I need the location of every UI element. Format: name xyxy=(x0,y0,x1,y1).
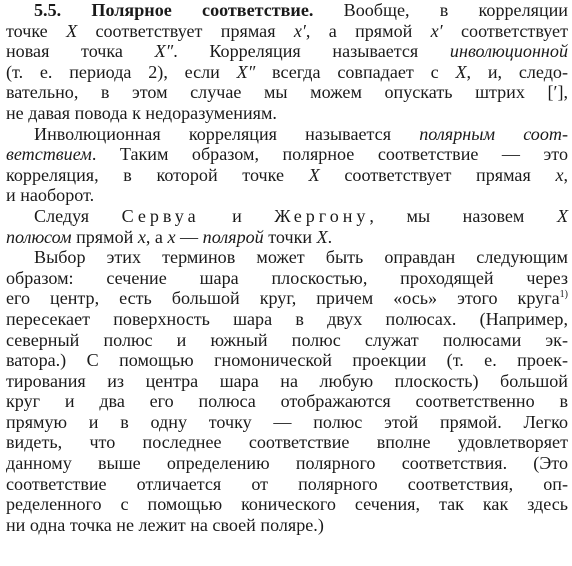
section-heading: 5.5. Полярное соответствие. xyxy=(34,0,314,20)
text-run: точке xyxy=(6,20,67,41)
text-run: Вообще, в корреляции xyxy=(313,0,568,20)
text-line xyxy=(6,124,568,145)
text-line xyxy=(6,82,568,103)
text-run: корреляция, в которой точке xyxy=(6,164,309,185)
text-line xyxy=(6,144,568,165)
text-run: Инволюционная корреляция называется xyxy=(34,123,420,144)
text-run: прямую и в одну точку — полюс этой прямой. Легко xyxy=(6,411,568,432)
text-run: всегда совпадает с xyxy=(255,61,456,82)
text-run: X xyxy=(455,61,467,82)
text-run: x xyxy=(137,226,146,247)
text-line xyxy=(6,227,568,248)
text-run: . Таким образом, полярное соответствие — это xyxy=(91,144,568,165)
text-run: x xyxy=(555,164,564,185)
paragraph xyxy=(6,0,568,124)
text-run: Жергону xyxy=(274,205,370,226)
text-run: полярой xyxy=(202,226,264,247)
paragraph xyxy=(6,124,568,206)
text-run: X xyxy=(316,226,328,247)
text-run: , а xyxy=(145,226,168,247)
text-run: соответствует прямая xyxy=(77,20,294,41)
text-run: и xyxy=(199,205,275,226)
text-line xyxy=(6,206,568,227)
text-line xyxy=(6,474,568,495)
text-run: , а прямой xyxy=(305,20,431,41)
text-line xyxy=(6,103,568,124)
paragraph xyxy=(6,206,568,247)
text-run: , и, следо- xyxy=(466,61,568,82)
text-run: новая точка xyxy=(6,41,155,62)
text-run: X″ xyxy=(154,41,174,62)
text-line xyxy=(6,371,568,392)
text-line xyxy=(6,412,568,433)
text-run: прямой xyxy=(71,226,138,247)
text-line xyxy=(6,21,568,42)
text-run: данному выше определению полярного соответствия. (Это xyxy=(6,453,568,474)
text-line xyxy=(6,432,568,453)
text-run: X″ xyxy=(236,61,256,82)
text-line xyxy=(6,0,568,21)
text-line xyxy=(6,330,568,351)
text-run: северный полюс и южный полюс служат полюсами эк- xyxy=(6,329,568,350)
footnote-marker: 1) xyxy=(559,289,568,301)
text-run: , xyxy=(563,164,568,185)
text-run: круг и два его полюса отображаются соответственно в xyxy=(6,391,568,412)
text-run: X xyxy=(66,20,78,41)
text-run: его центр, есть большой круг, причем «ось» этого круга xyxy=(6,288,560,309)
text-line xyxy=(6,268,568,289)
text-run: ветствием xyxy=(6,144,92,165)
text-line xyxy=(6,247,568,268)
text-run: x′ xyxy=(293,20,306,41)
text-line xyxy=(6,350,568,371)
text-line xyxy=(6,515,568,536)
text-run: (т. е. периода 2), если xyxy=(6,61,237,82)
text-run: полюсом xyxy=(6,226,72,247)
text-line xyxy=(6,494,568,515)
text-line xyxy=(6,391,568,412)
text-run: соответствует прямая xyxy=(319,164,556,185)
text-line xyxy=(6,453,568,474)
text-line xyxy=(6,288,568,309)
text-run: пересекает поверхность шара в двух полюсах. (Например, xyxy=(6,308,568,329)
text-run: точки xyxy=(263,226,317,247)
text-run: X xyxy=(308,164,320,185)
text-run: соответствие отличается от полярного соответствия, оп- xyxy=(6,473,568,494)
text-line xyxy=(6,185,568,206)
text-run: . xyxy=(327,226,333,247)
text-run: Следуя xyxy=(34,205,122,226)
text-line xyxy=(6,62,568,83)
text-run: не давая повода к недоразумениям. xyxy=(6,102,277,123)
text-run: полярным соот- xyxy=(419,123,568,144)
text-run: , мы назовем xyxy=(369,205,557,226)
text-run: X xyxy=(556,205,569,226)
text-run: ределенного с помощью конического сечения, так как здесь xyxy=(6,494,568,515)
text-run: Сервуа xyxy=(121,205,200,226)
text-run: ватора.) С помощью гномонической проекции (т. е. проек- xyxy=(6,350,568,371)
text-line xyxy=(6,165,568,186)
text-run: Выбор этих терминов может быть оправдан следующим xyxy=(34,247,568,268)
text-run: . Корреляция называется xyxy=(173,41,450,62)
page-body xyxy=(6,0,568,566)
text-line xyxy=(6,309,568,330)
text-run: и наоборот. xyxy=(6,185,95,206)
paragraph xyxy=(6,247,568,535)
text-run: x′ xyxy=(430,20,443,41)
text-run: x xyxy=(167,226,176,247)
text-run: тирования из центра шара на любую плоскость) большой xyxy=(6,370,568,391)
text-run: соответствует xyxy=(442,20,568,41)
text-run: видеть, что последнее соответствие вполне удовлетворяет xyxy=(6,432,568,453)
text-run: — xyxy=(175,226,203,247)
text-line xyxy=(6,41,568,62)
text-run: вательно, в этом случае мы можем опускать штрих [′], xyxy=(6,82,568,103)
text-run: ни одна точка не лежит на своей поляре.) xyxy=(6,514,324,535)
text-run: образом: сечение шара плоскостью, проходящей через xyxy=(6,267,568,288)
text-run: инволюционной xyxy=(449,41,568,62)
